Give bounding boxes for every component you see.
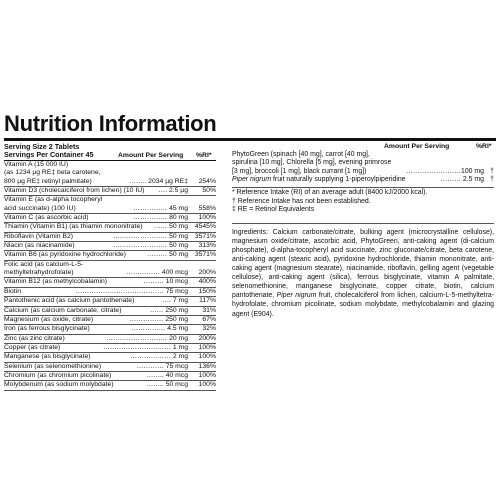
serving-size: Serving Size 2 Tablets — [4, 142, 80, 151]
nutrient-name: Niacin (as niacinamide) — [4, 242, 75, 250]
nutrient-row — [4, 335, 216, 344]
nutrient-row — [4, 353, 216, 362]
left-ri-header: %RI* — [196, 152, 212, 159]
nutrient-row — [4, 233, 216, 242]
nutrient-table — [4, 160, 216, 391]
nutrient-amount: …. 2.5 µg — [158, 187, 188, 195]
nutrient-name: Selenium (as selenomethionine) — [4, 362, 102, 370]
footnote-ri: * Reference Intake (RI) of an average adult (8400 kJ/2000 kcal). — [232, 189, 428, 197]
nutrient-ri: 100% — [198, 381, 216, 389]
page-title: Nutrition Information — [4, 111, 217, 136]
nutrient-row — [4, 251, 216, 260]
nutrient-amount: …. 7 mg — [162, 297, 188, 305]
nutrient-amount: ………………………… 1 mg — [103, 343, 188, 351]
nutrient-row — [4, 261, 216, 279]
piper-row — [232, 176, 494, 184]
nutrient-ri: 4545% — [194, 223, 216, 231]
nutrient-ri: 100% — [198, 353, 216, 361]
nutrient-name: Zinc (as zinc citrate) — [4, 334, 65, 342]
piper-italic: Piper nigrum — [232, 175, 272, 183]
nutrient-row — [4, 297, 216, 306]
nutrient-ri: 3571% — [194, 232, 216, 240]
title-rule — [4, 138, 496, 141]
nutrient-ri: 100% — [198, 343, 216, 351]
nutrient-ri: 254% — [198, 177, 216, 185]
nutrient-name: Vitamin B12 (as methylcobalamin) — [4, 278, 108, 286]
nutrient-row — [4, 278, 216, 287]
nutrient-ri: 313% — [198, 242, 216, 250]
nutrient-row — [4, 316, 216, 325]
nutrient-ri: 150% — [198, 287, 216, 295]
piper-ri: † — [490, 175, 494, 183]
footnotes — [232, 187, 494, 215]
nutrient-row — [4, 288, 216, 297]
nutrient-amount: ……………………… 20 mg — [106, 334, 188, 342]
nutrient-amount: ………… 75 mcg — [136, 362, 188, 370]
piper-amount: ……… 2.5 mg — [440, 175, 484, 183]
nutrient-amount: ……………… 2 mg — [130, 353, 188, 361]
servings-per-container: Servings Per Container 45 — [4, 150, 94, 159]
phytogreen-text: PhytoGreen (spinach [40 mg], carrot [40 mg], spirulina [10 mg], Chlorella [5 mg], evening primrose [3 mg], broccoli [1 mg], black currant [1 mg]) — [232, 151, 392, 175]
phytogreen-row — [232, 151, 494, 176]
nutrient-row — [4, 242, 216, 251]
nutrient-name: Biotin — [4, 287, 22, 295]
nutrient-row — [4, 381, 216, 390]
nutrient-name: Folic acid (as calcium-L-5- methyltetrahydrofolate) — [4, 260, 84, 277]
phytogreen-amount: ……………………100 mg — [405, 167, 484, 175]
nutrient-name: Magnesium (as oxide, citrate) — [4, 315, 94, 323]
nutrient-row — [4, 223, 216, 232]
nutrient-ri: 200% — [198, 269, 216, 277]
nutrient-amount: ………………………………… 75 mcg — [75, 287, 188, 295]
nutrient-row — [4, 161, 216, 187]
nutrient-row — [4, 214, 216, 223]
nutrient-ri: 100% — [198, 371, 216, 379]
nutrient-ri: 200% — [198, 334, 216, 342]
footnote-re: ‡ RE = Retinol Equivalents — [232, 206, 315, 214]
nutrient-amount: …………………… 50 mg — [112, 242, 188, 250]
nutrient-name: Pantothenic acid (as calcium pantothenate) — [4, 297, 135, 305]
nutrient-ri: 100% — [198, 214, 216, 222]
nutrient-row — [4, 372, 216, 381]
nutrient-name: Riboflavin (Vitamin B2) — [4, 232, 74, 240]
nutrient-amount: …… 50 mg — [153, 223, 188, 231]
phytogreen-ri: † — [490, 167, 494, 175]
phytonutrient-section — [232, 151, 494, 319]
nutrient-name: Vitamin A (15 000 IU) (as 1234 µg RE‡ beta carotene, 800 µg RE‡ retinyl palmitate) — [4, 161, 101, 185]
nutrient-ri: 117% — [199, 297, 216, 305]
nutrient-amount: …………… 80 mg — [133, 214, 188, 222]
nutrient-ri: 32% — [202, 325, 216, 333]
nutrient-name: Vitamin D3 (cholecalciferol from lichen) (10 IU) — [4, 187, 145, 195]
nutrient-name: Chromium (as chromium picolinate) — [4, 371, 112, 379]
nutrient-row — [4, 187, 216, 196]
nutrient-name: Vitamin C (as ascorbic acid) — [4, 214, 89, 222]
nutrient-amount: …… 250 mg — [149, 306, 188, 314]
nutrient-name: Iron (as ferrous bisglycinate) — [4, 325, 90, 333]
nutrient-row — [4, 344, 216, 353]
nutrient-row — [4, 325, 216, 334]
footnote-dagger: † Reference Intake has not been established. — [232, 197, 371, 205]
left-amount-header: Amount Per Serving — [118, 152, 184, 159]
nutrient-amount: …………… 400 mcg — [126, 269, 188, 277]
nutrient-ri: 136% — [198, 362, 216, 370]
nutrient-ri: 558% — [198, 204, 216, 212]
nutrient-ri: 31% — [202, 306, 216, 314]
nutrient-row — [4, 307, 216, 316]
nutrient-name: Vitamin E (as d-alpha tocopheryl acid succinate) (100 IU) — [4, 196, 103, 212]
nutrient-amount: …………… 250 mg — [129, 315, 188, 323]
nutrient-ri: 3571% — [194, 251, 216, 259]
nutrient-name: Vitamin B6 (as pyridoxine hydrochloride) — [4, 251, 126, 259]
right-ri-header: %RI* — [476, 143, 492, 150]
nutrient-amount: ……… 10 mcg — [143, 278, 188, 286]
nutrient-name: Thiamin (Vitamin B1) (as thiamin mononitrate) — [4, 223, 143, 231]
piper-text: fruit naturally supplying 1-piperoylpiperidine — [271, 175, 406, 183]
nutrient-row — [4, 196, 216, 214]
nutrient-amount: …………… 45 mg — [133, 204, 188, 212]
nutrient-amount: …….. 40 mcg — [146, 371, 188, 379]
nutrient-name: Copper (as citrate) — [4, 343, 61, 351]
nutrient-name: Molybdenum (as sodium molybdate) — [4, 381, 114, 389]
nutrient-name: Manganese (as bisglycinate) — [4, 353, 91, 361]
right-amount-header: Amount Per Serving — [384, 143, 450, 150]
nutrient-amount: …………… 4.5 mg — [131, 325, 188, 333]
nutrient-ri: 67% — [202, 315, 216, 323]
nutrient-ri: 400% — [198, 278, 216, 286]
nutrient-amount: …….. 2034 µg RE‡ — [128, 177, 188, 185]
nutrient-name: Calcium (as calcium carbonate, citrate) — [4, 306, 122, 314]
nutrient-amount: …………………… 50 mg — [112, 232, 188, 240]
nutrient-ri: 50% — [202, 187, 216, 195]
nutrient-row — [4, 363, 216, 372]
ingredients-text: Ingredients: Calcium carbonate/citrate, bulking agent (microcrystalline cellulose), magnesium oxide/citrate, ascorbic acid, PhytoGreen, anti-caking agent (di-calcium phosphate), d-alpha-tocopheryl acid succinate, zinc gluconate/citrate, beta carotene, anti-caking agent (stearic acid), pyridoxine hydrochloride, thiamin mononitrate, anti-caking agent (magnesium stearate), niacinamide, riboflavin, gelling agent (vegetable cellulose), anti-caking agent (silica), ferrous bisglycinate, vitamin A palmitate, selenomethionine, manganese bisglycinate, copper citrate, biotin, calcium pantothenate, Piper nigrum fruit, cholecalciferol from lichen, calcium-L-5-methyltetra-hydrofolate, chromium picolinate, sodium molybdate, methylcobalamin and glazing agent (E904). — [232, 223, 494, 319]
nutrient-amount: …….. 50 mcg — [146, 381, 188, 389]
nutrient-amount: ……… 50 mg — [146, 251, 188, 259]
